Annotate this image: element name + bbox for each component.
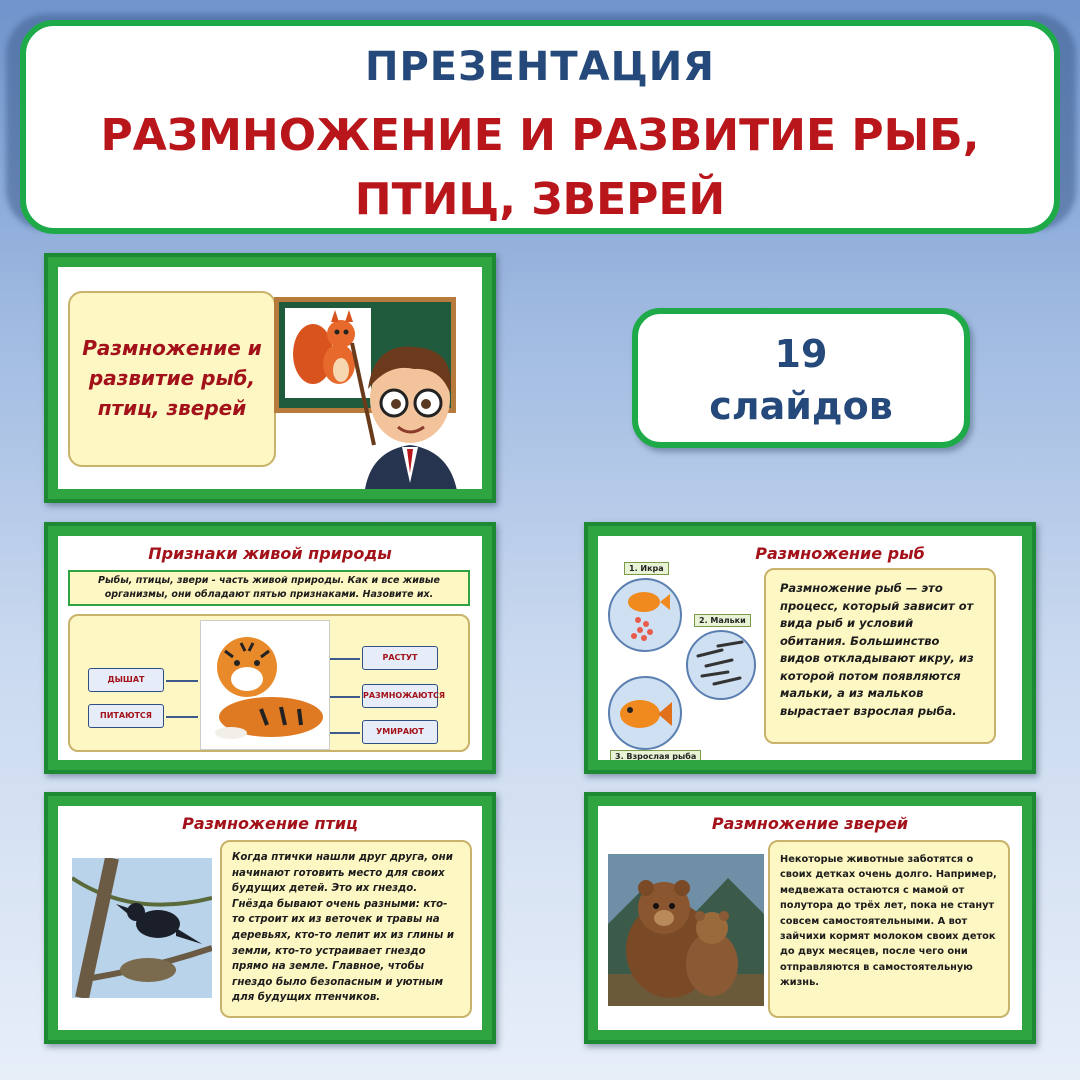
sign-breathe: ДЫШАТ (88, 668, 164, 692)
slide-cover (44, 253, 496, 503)
sign-die: УМИРАЮТ (362, 720, 438, 744)
arrow-eat (166, 716, 198, 718)
slide-beasts (584, 792, 1036, 1044)
header-banner (20, 20, 1060, 234)
bears-picture (608, 854, 764, 1006)
signs-title: Признаки живой природы (148, 544, 392, 563)
fish-stage-eggs-label: 1. Икра (624, 562, 669, 575)
fry-circle (686, 630, 756, 700)
arrow-grow (330, 658, 360, 660)
fish-text-box (764, 568, 996, 744)
slide-signs (44, 522, 496, 774)
birds-text-box (220, 840, 472, 1018)
crow-picture (72, 858, 212, 998)
adult-fish-circle (608, 676, 682, 750)
birds-title: Размножение птиц (182, 814, 358, 833)
beasts-title: Размножение зверей (711, 814, 909, 833)
cover-title: Размножение и развитие рыб, птиц, зверей (82, 336, 262, 420)
sign-eat: ПИТАЮТСЯ (88, 704, 164, 728)
beasts-text-box (768, 840, 1010, 1018)
arrow-breathe (166, 680, 198, 682)
birds-text: Когда птички нашли друг друга, они начинают готовить место для своих будущих детей. Это их гнездо. Гнёзда бывают очень разными: кто-то строит их из веточек и травы на деревьях, кто-то лепит их из глины и земли, кто-то устраивает гнездо прямо на земле. Главное, чтобы гнездо было безопасным и уютным для будущих птенчиков. (232, 852, 454, 1004)
header-title: РАЗМНОЖЕНИЕ И РАЗВИТИЕ РЫБ, ПТИЦ, ЗВЕРЕЙ (100, 110, 980, 225)
fish-text: Размножение рыб — это процесс, который зависит от вида рыб и условий обитания. Большинство видов откладывают икру, из которой потом появляются мальки, а из мальков вырастает взрослая рыба. (780, 581, 974, 718)
beasts-text: Некоторые животные заботятся о своих детках очень долго. Например, медвежата остаются с мамой от полутора до трёх лет, пока не станут совсем самостоятельными. А вот зайчихи кормят молоком своих деток до двух месяцев, после чего они отправляются в самостоятельную жизнь. (780, 854, 997, 989)
header-top-line: ПРЕЗЕНТАЦИЯ (365, 44, 715, 90)
fish-title: Размножение рыб (755, 544, 925, 563)
slide-count-number: 19 (774, 332, 828, 376)
arrow-reproduce (330, 696, 360, 698)
tiger-picture (200, 620, 330, 750)
slide-fish (584, 522, 1036, 774)
signs-intro-box (68, 570, 470, 606)
sign-grow: РАСТУТ (362, 646, 438, 670)
fish-stage-fry-label: 2. Мальки (694, 614, 751, 627)
signs-intro-text: Рыбы, птицы, звери - часть живой природы. Как и все живые организмы, они обладают пятью признаками. Назовите их. (98, 575, 440, 600)
slide-count-unit: слайдов (709, 384, 893, 428)
eggs-circle (608, 578, 682, 652)
fish-stage-adult-label: 3. Взрослая рыба (610, 750, 701, 760)
arrow-die (330, 732, 360, 734)
teacher-cartoon (344, 333, 474, 489)
slide-count-badge (632, 308, 970, 448)
sign-reproduce: РАЗМНОЖАЮТСЯ (362, 684, 438, 708)
slide-birds (44, 792, 496, 1044)
